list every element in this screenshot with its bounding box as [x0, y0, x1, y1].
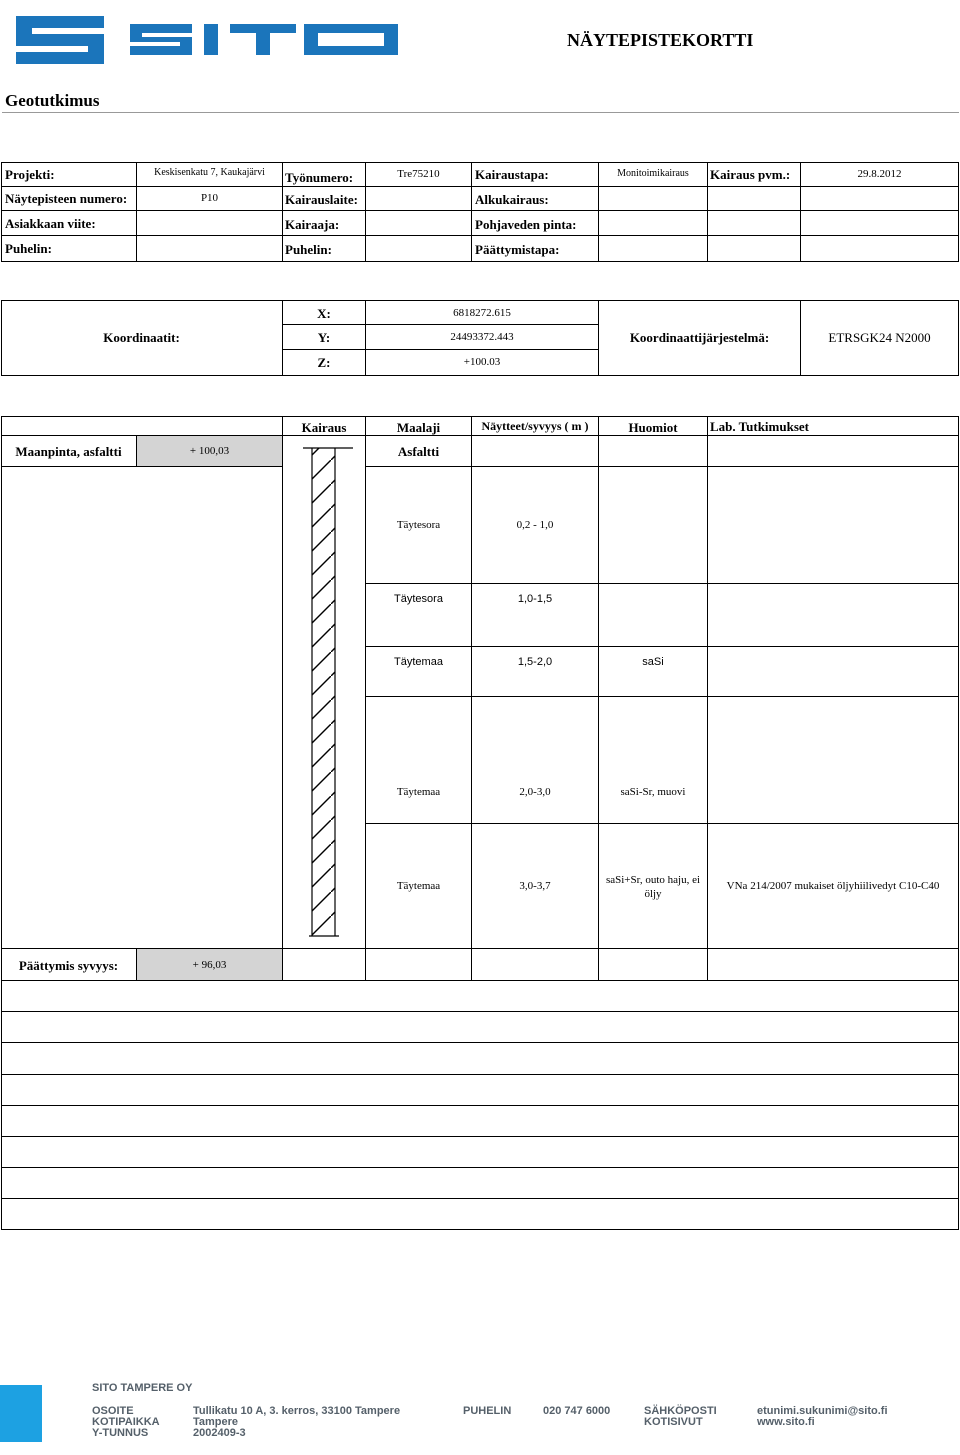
coordinate-system-value: ETRSGK24 N2000 [828, 330, 931, 345]
kairaaja-puhelin-label: Puhelin: [285, 242, 332, 257]
header-lab: Lab. Tutkimukset [710, 419, 809, 434]
layer-1-syvyys: 0,2 - 1,0 [516, 519, 554, 531]
footer-sahkoposti-label: SÄHKÖPOSTI [644, 1405, 717, 1417]
end-depth-value: + 96,03 [192, 959, 227, 971]
coordinate-system-label: Koordinaattijärjestelmä: [629, 330, 770, 345]
sito-logo [6, 8, 398, 70]
footer-address: Tullikatu 10 A, 3. kerros, 33100 Tampere [193, 1405, 401, 1417]
x-value: 6818272.615 [453, 307, 511, 319]
y-value: 24493372.443 [450, 331, 514, 343]
layer-4-maalaji: Täytemaa [396, 786, 441, 798]
layer-5-huomiot: saSi+Sr, outo haju, ei öljy [605, 874, 701, 900]
footer-ytunnus-label: Y-TUNNUS [92, 1427, 149, 1439]
projekti-value: Keskisenkatu 7, Kaukajärvi [154, 167, 265, 178]
section-title: Geotutkimus [5, 91, 100, 110]
footer-company: SITO TAMPERE OY [92, 1382, 193, 1394]
layer-3-syvyys: 1,5-2,0 [517, 656, 553, 668]
kairaustapa-label: Kairaustapa: [475, 167, 549, 182]
asiakas-label: Asiakkaan viite: [5, 216, 96, 231]
pohjavesi-label: Pohjaveden pinta: [475, 217, 577, 232]
header-kairaus: Kairaus [301, 420, 347, 435]
z-value: +100.03 [463, 356, 501, 368]
footer-kotisivut-label: KOTISIVUT [644, 1416, 703, 1428]
layer-3-huomiot: saSi [642, 656, 664, 668]
surface-value: + 100,03 [189, 445, 230, 457]
header-huomiot: Huomiot [628, 420, 678, 435]
layer-5-lab: VNa 214/2007 mukaiset öljyhiilivedyt C10-C40 [726, 880, 940, 892]
kairaaja-label: Kairaaja: [285, 217, 340, 232]
projekti-label: Projekti: [5, 167, 55, 182]
layer-2-maalaji: Täytesora [394, 593, 443, 605]
x-label: X: [317, 306, 331, 321]
footer-kotipaikka-label: KOTIPAIKKA [92, 1416, 160, 1428]
nayte-label: Näytepisteen numero: [5, 191, 128, 206]
footer-puhelin-label: PUHELIN [463, 1405, 512, 1417]
footer-website[interactable]: www.sito.fi [757, 1416, 815, 1428]
kairauslaite-label: Kairauslaite: [285, 192, 358, 207]
footer-city: Tampere [193, 1416, 239, 1428]
footer-brand-bar [0, 1385, 42, 1442]
layer-1-maalaji: Täytesora [396, 519, 441, 531]
borehole-column [283, 436, 365, 948]
layer-4-huomiot: saSi-Sr, muovi [620, 786, 686, 798]
koordinaatit-label: Koordinaatit: [103, 330, 180, 345]
surface-material: Asfaltti [397, 444, 440, 459]
end-depth-label: Päättymis syvyys: [18, 958, 119, 973]
header-maalaji: Maalaji [396, 420, 441, 435]
layer-5-maalaji: Täytemaa [396, 880, 441, 892]
puhelin-label: Puhelin: [5, 241, 52, 256]
footer-puhelin: 020 747 6000 [543, 1405, 611, 1417]
surface-label: Maanpinta, asfaltti [15, 444, 122, 459]
nayte-value: P10 [200, 192, 219, 204]
layer-2-syvyys: 1,0-1,5 [517, 593, 553, 605]
layer-4-syvyys: 2,0-3,0 [519, 786, 551, 798]
layer-5-syvyys: 3,0-3,7 [519, 880, 551, 892]
tyonumero-label: Työnumero: [285, 170, 354, 185]
layer-3-maalaji: Täytemaa [394, 656, 443, 668]
z-label: Z: [317, 355, 331, 370]
header-rule [2, 112, 959, 113]
pvm-label: Kairaus pvm.: [710, 167, 791, 182]
paattymistapa-label: Päättymistapa: [475, 242, 560, 257]
y-label: Y: [317, 330, 331, 345]
document-title: NÄYTEPISTEKORTTI [567, 30, 754, 50]
alkukairaus-label: Alkukairaus: [475, 192, 549, 207]
header-naytteet: Näytteet/syvyys ( m ) [481, 419, 589, 433]
footer-ytunnus: 2002409-3 [193, 1427, 246, 1439]
footer-osoite-label: OSOITE [92, 1405, 134, 1417]
kairaustapa-value: Monitoimikairaus [617, 168, 689, 179]
tyonumero-value: Tre75210 [397, 168, 440, 180]
pvm-value: 29.8.2012 [857, 168, 902, 180]
footer-email[interactable]: etunimi.sukunimi@sito.fi [757, 1405, 888, 1417]
